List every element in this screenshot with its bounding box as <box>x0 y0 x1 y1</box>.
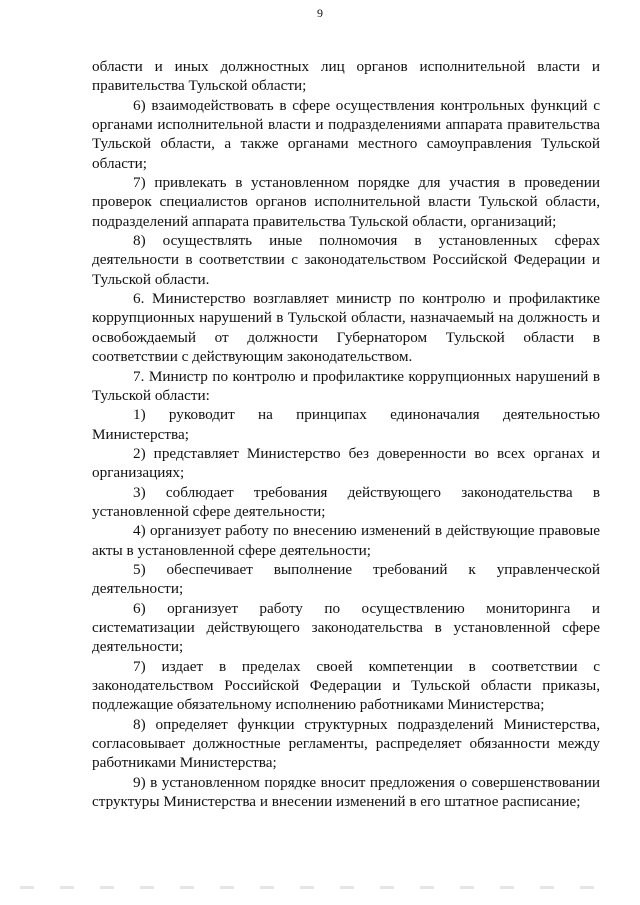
paragraph-14: 8) определяет функции структурных подразделений Министерства, согласовывает должностные регламенты, распределяет обязанности между работниками Министерства; <box>92 715 600 772</box>
paragraph-4: 8) осуществлять иные полномочия в установленных сферах деятельности в соответствии с законодательством Российской Федерации и Тульской области. <box>92 232 600 288</box>
paragraph-15: 9) в установленном порядке вносит предложения о совершенствовании структуры Министерства и внесении изменений в его штатное расписание; <box>92 773 600 811</box>
paragraph-2: 6) взаимодействовать в сфере осуществления контрольных функций с органами исполнительной власти и подразделениями аппарата правительства Тульской области, а также органами местного самоуправления Тульской области; <box>92 96 600 172</box>
paragraph-12: 6) организует работу по осуществлению мониторинга и систематизации действующего законодательства в установленной сфере деятельности; <box>92 599 600 656</box>
paragraph-8: 2) представляет Министерство без доверенности во всех органах и организациях; <box>92 444 600 482</box>
paragraph-3: 7) привлекать в установленном порядке для участия в проведении проверок специалистов органов исполнительной власти Тульской области, подразделений аппарата правительства Тульской области, организаций; <box>92 174 600 230</box>
document-body <box>92 57 600 811</box>
paragraph-9: 3) соблюдает требования действующего законодательства в установленной сфере деятельности; <box>92 483 600 520</box>
page-number: 9 <box>317 6 323 20</box>
paragraph-7: 1) руководит на принципах единоначалия деятельностью Министерства; <box>92 406 600 443</box>
paragraph-6: 7. Министр по контролю и профилактике коррупционных нарушений в Тульской области: <box>92 367 600 404</box>
paragraph-10: 4) организует работу по внесению изменений в действующие правовые акты в установленной сфере деятельности; <box>92 522 600 559</box>
paragraph-5: 6. Министерство возглавляет министр по контролю и профилактике коррупционных нарушений в Тульской области, назначаемый на должность и освобождаемый от должности Губернатором Тульской области в соответствии с действующим законодательством. <box>92 290 600 366</box>
scan-artifact-line <box>20 886 620 889</box>
paragraph-13: 7) издает в пределах своей компетенции в соответствии с законодательством Российской Федерации и Тульской области приказы, подлежащие обязательному исполнению работниками Министерства; <box>92 657 600 714</box>
paragraph-1: области и иных должностных лиц органов исполнительной власти и правительства Тульской области; <box>92 58 600 95</box>
paragraph-11: 5) обеспечивает выполнение требований к управленческой деятельности; <box>92 560 600 598</box>
